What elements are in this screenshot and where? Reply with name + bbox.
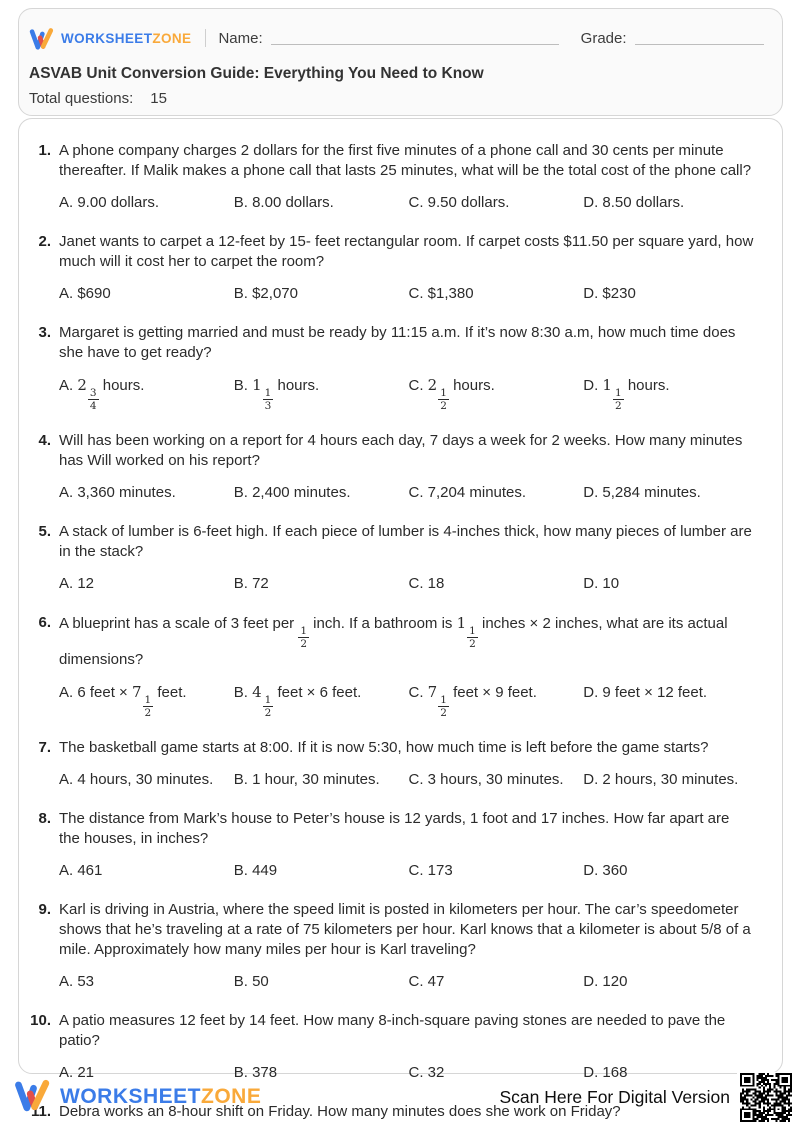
option: D. 168: [583, 1063, 628, 1081]
option: D. 120: [583, 972, 628, 990]
footer-worksheetzone-logo-text: WORKSHEETZONE: [60, 1085, 262, 1108]
qr-code: [737, 1072, 793, 1122]
fraction: 7 $\frac{1}{2}$: [131, 682, 152, 719]
option: C. 47: [408, 972, 445, 990]
option: C. 18: [408, 574, 445, 592]
question-number: 9.: [38, 900, 51, 918]
question-text: Margaret is getting married and must be ready by 11:15 a.m. If it’s now 8:30 a.m, how much time does she have to get ready?: [59, 324, 736, 361]
option: A. 2 $\frac{3}{4}$ hours.: [59, 376, 145, 412]
header-card: [18, 8, 783, 116]
question-number: 1.: [38, 142, 51, 159]
fraction: $\frac{1}{2}$: [300, 624, 308, 650]
total-questions: [29, 90, 764, 107]
question-text: Karl is driving in Austria, where the speed limit is posted in kilometers per hour. The car’s speedometer shows that he’s traveling at a rate of 75 kilometers per hour. Karl knows that a kilometer is about 5/8 of a mile. Approximately how many miles per hour is Karl traveling?: [59, 900, 751, 958]
question-body: [59, 900, 754, 992]
option: C. 9.50 dollars.: [408, 194, 510, 211]
question-text: A phone company charges 2 dollars for the first five minutes of a phone call and 30 cents per minute thereafter. If Malik makes a phone call that lasts 25 minutes, what will be the total cost of the phone call?: [59, 142, 752, 179]
fraction: 7 $\frac{1}{2}$: [427, 682, 447, 719]
option: A. 53: [59, 972, 95, 990]
option: C. $1,380: [408, 285, 474, 302]
question: [25, 738, 754, 790]
option: B. 50: [233, 972, 269, 990]
worksheetzone-logo-text: WORKSHEETZONE: [61, 30, 192, 46]
question-text: Debra works an 8-hour shift on Friday. How many minutes does she work on Friday?: [59, 1102, 621, 1120]
option: C. 7,204 minutes.: [408, 483, 527, 501]
option: C. 173: [408, 861, 453, 879]
question-number: 5.: [38, 522, 51, 540]
question-text: Janet wants to carpet a 12-feet by 15- feet rectangular room. If carpet costs $11.50 per square yard, how much will it cost her to carpet the room?: [59, 233, 754, 270]
vertical-divider: [205, 29, 206, 47]
question-number: 2.: [38, 233, 51, 250]
fraction: 1 $\frac{1}{3}$: [252, 376, 272, 412]
option: B. 8.00 dollars.: [233, 194, 334, 211]
question-body: [59, 522, 754, 594]
fraction: 2 $\frac{1}{2}$: [427, 376, 447, 412]
grade-label: Grade:: [580, 29, 627, 47]
option: B. 72: [233, 574, 269, 592]
footer-worksheetzone-logo: [14, 1077, 261, 1118]
question: [25, 141, 754, 213]
options-row: [59, 193, 754, 213]
grade-line: [635, 31, 764, 45]
question-text: The basketball game starts at 8:00. If it is now 5:30, how much time is left before the game starts?: [59, 738, 709, 756]
options-row: [59, 682, 754, 719]
question: [25, 613, 754, 719]
question-number: 11.: [30, 1102, 51, 1120]
option: B. 1 $\frac{1}{3}$ hours.: [233, 376, 320, 412]
question-number: 7.: [38, 738, 51, 756]
option: B. 4 $\frac{1}{2}$ feet × 6 feet.: [233, 682, 362, 719]
option: C. 32: [408, 1063, 445, 1081]
question-text: A patio measures 12 feet by 14 feet. How many 8-inch-square paving stones are needed to pave the patio?: [59, 1011, 726, 1049]
brand-row: [29, 24, 764, 52]
question-number: 8.: [38, 809, 51, 827]
worksheetzone-logo-icon: [29, 26, 55, 51]
option: C. 2 $\frac{1}{2}$ hours.: [408, 376, 495, 412]
question: [25, 809, 754, 881]
option: D. 10: [583, 574, 620, 592]
question-body: [59, 809, 754, 881]
option: D. 9 feet × 12 feet.: [583, 683, 708, 701]
name-line: [271, 31, 559, 45]
total-questions-value: 15: [150, 90, 167, 107]
total-questions-label: Total questions:: [29, 90, 134, 107]
question-body: [59, 232, 754, 304]
option: A. 21: [59, 1063, 95, 1081]
fraction: 1 $\frac{1}{2}$: [456, 613, 476, 650]
question: [25, 323, 754, 412]
question: [25, 522, 754, 594]
question-body: [59, 141, 754, 213]
question-text: A stack of lumber is 6-feet high. If each piece of lumber is 4-inches thick, how many pieces of lumber are in the stack?: [59, 522, 752, 560]
question-body: [59, 613, 754, 719]
option: D. 360: [583, 861, 628, 879]
question: [25, 232, 754, 304]
name-label: Name:: [218, 29, 263, 47]
question-text: The distance from Mark’s house to Peter’s house is 12 yards, 1 foot and 17 inches. How far apart are the houses, in inches?: [59, 809, 730, 847]
options-row: [59, 375, 754, 412]
option: B. 378: [233, 1063, 278, 1081]
option: A. 4 hours, 30 minutes.: [59, 770, 214, 788]
worksheet-title: ASVAB Unit Conversion Guide: Everything You Need to Know: [29, 65, 484, 82]
options-row: [59, 972, 754, 992]
question-text: Will has been working on a report for 4 hours each day, 7 days a week for 2 weeks. How many minutes has Will worked on his report?: [59, 431, 743, 469]
options-row: [59, 861, 754, 881]
worksheetzone-logo: [29, 26, 191, 51]
option: B. 449: [233, 861, 278, 879]
footer-worksheetzone-logo-icon: [14, 1077, 52, 1118]
option: D. 8.50 dollars.: [583, 194, 685, 211]
option: A. 461: [59, 861, 103, 879]
fraction: 4 $\frac{1}{2}$: [252, 682, 272, 719]
question-number: 10.: [30, 1011, 51, 1029]
question-body: [59, 323, 754, 412]
options-row: [59, 483, 754, 503]
option: A. 6 feet × 7 $\frac{1}{2}$ feet.: [59, 682, 187, 719]
questions-list: [25, 141, 754, 1122]
question-body: [59, 431, 754, 503]
option: B. 2,400 minutes.: [233, 483, 351, 501]
question: [25, 900, 754, 992]
question-text: A blueprint has a scale of 3 feet per $\frac{1}{2}$ inch. If a bathroom is 1 $\frac{1}{2}$ inches × 2 inches, what are its actual dimensions?: [59, 613, 728, 668]
question-number: 6.: [38, 613, 51, 631]
option: A. 9.00 dollars.: [59, 194, 160, 211]
question: [25, 431, 754, 503]
options-row: [59, 284, 754, 304]
option: A. 12: [59, 574, 95, 592]
option: B. 1 hour, 30 minutes.: [233, 770, 380, 788]
option: A. 3,360 minutes.: [59, 483, 176, 501]
option: C. 3 hours, 30 minutes.: [408, 770, 564, 788]
options-row: [59, 770, 754, 790]
option: A. $690: [59, 285, 111, 302]
option: D. 5,284 minutes.: [583, 483, 701, 501]
scan-here-text: Scan Here For Digital Version: [499, 1086, 730, 1107]
option: B. $2,070: [233, 285, 298, 302]
question-body: [59, 738, 754, 790]
question-number: 4.: [38, 431, 51, 449]
option: D. 2 hours, 30 minutes.: [583, 770, 739, 788]
footer: [0, 1072, 793, 1122]
question-number: 3.: [38, 324, 51, 341]
option: C. 7 $\frac{1}{2}$ feet × 9 feet.: [408, 682, 537, 719]
options-row: [59, 574, 754, 594]
fraction: 1 $\frac{1}{2}$: [602, 376, 622, 412]
fraction: 2 $\frac{3}{4}$: [77, 376, 97, 412]
option: D. 1 $\frac{1}{2}$ hours.: [583, 376, 670, 412]
option: D. $230: [583, 285, 636, 302]
